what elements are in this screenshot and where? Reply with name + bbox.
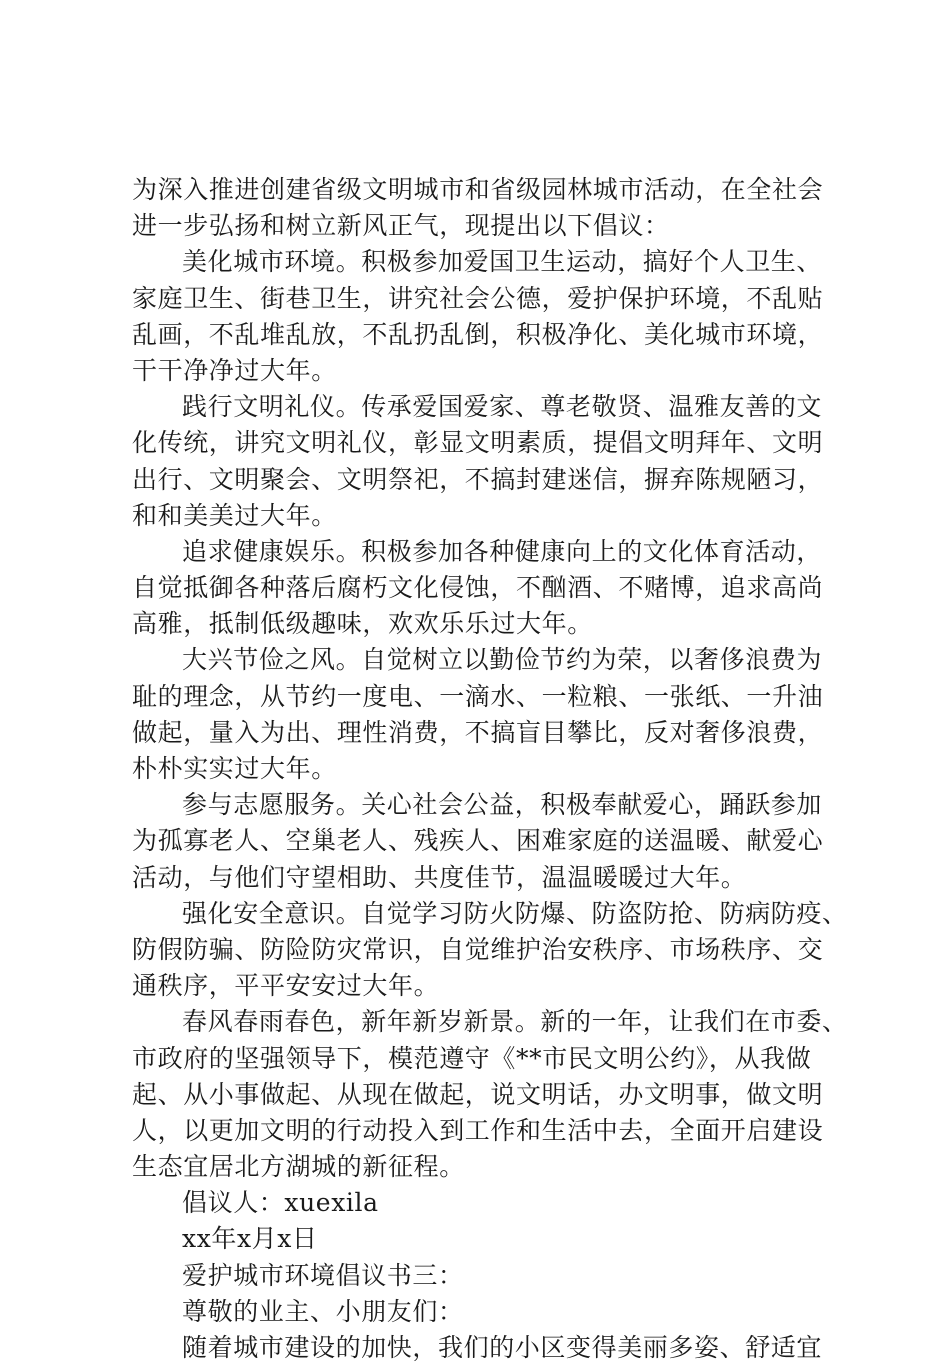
document-line: 活动，与他们守望相助、共度佳节，温温暖暖过大年。: [132, 862, 747, 892]
document-line: 强化安全意识。自觉学习防火防爆、防盗防抢、防病防疫、: [182, 898, 848, 928]
document-line: 乱画，不乱堆乱放，不乱扔乱倒，积极净化、美化城市环境，: [132, 319, 824, 349]
document-line: 通秩序，平平安安过大年。: [132, 971, 440, 1001]
document-line: 尊敬的业主、小朋友们：: [182, 1296, 464, 1326]
document-line: 为深入推进创建省级文明城市和省级园林城市活动，在全社会: [132, 175, 824, 204]
document-line: 出行、文明聚会、文明祭祀，不搞封建迷信，摒弃陈规陋习，: [132, 464, 824, 494]
document-line: 防假防骗、防险防灾常识，自觉维护治安秩序、市场秩序、交: [132, 934, 824, 964]
document-line: 耻的理念，从节约一度电、一滴水、一粒粮、一张纸、一升油: [132, 681, 824, 711]
document-line: 为孤寡老人、空巢老人、残疾人、困难家庭的送温暖、献爱心: [132, 826, 824, 856]
document-line: 生态宜居北方湖城的新征程。: [132, 1152, 465, 1182]
document-line: 做起，量入为出、理性消费，不搞盲目攀比，反对奢侈浪费，: [132, 717, 824, 747]
document-line: 大兴节俭之风。自觉树立以勤俭节约为荣，以奢侈浪费为: [182, 645, 823, 675]
document-line: 进一步弘扬和树立新风正气，现提出以下倡议：: [132, 211, 670, 241]
document-body: [132, 172, 848, 1366]
document-line: 随着城市建设的加快，我们的小区变得美丽多姿、舒适宜: [182, 1333, 823, 1362]
document-line: 和和美美过大年。: [132, 500, 337, 530]
document-line: 参与志愿服务。关心社会公益，积极奉献爱心，踊跃参加: [182, 790, 823, 820]
document-line: 美化城市环境。积极参加爱国卫生运动，搞好个人卫生、: [182, 247, 823, 277]
document-line: 春风春雨春色，新年新岁新景。新的一年，让我们在市委、: [182, 1007, 848, 1037]
document-line: 追求健康娱乐。积极参加各种健康向上的文化体育活动，: [182, 536, 823, 566]
document-line: 家庭卫生、街巷卫生，讲究社会公德，爱护保护环境，不乱贴: [132, 283, 824, 313]
document-line: 自觉抵御各种落后腐朽文化侵蚀，不酗酒、不赌博，追求高尚: [132, 573, 824, 603]
document-line: xx年x月x日: [182, 1224, 318, 1254]
document-line: 市政府的坚强领导下，模范遵守《**市民文明公约》，从我做: [132, 1043, 812, 1073]
document-line: 起、从小事做起、从现在做起，说文明话，办文明事，做文明: [132, 1079, 824, 1109]
document-line: 爱护城市环境倡议书三：: [182, 1260, 464, 1290]
document-line: 人，以更加文明的行动投入到工作和生活中去，全面开启建设: [132, 1115, 824, 1145]
document-line: 朴朴实实过大年。: [132, 754, 337, 783]
document-line: 践行文明礼仪。传承爱国爱家、尊老敬贤、温雅友善的文: [182, 392, 823, 422]
document-line: 高雅，抵制低级趣味，欢欢乐乐过大年。: [132, 609, 593, 639]
document-line: 化传统，讲究文明礼仪，彰显文明素质，提倡文明拜年、文明: [132, 428, 824, 458]
document-line: 倡议人：xuexila: [182, 1188, 379, 1218]
document-line: 干干净净过大年。: [132, 355, 337, 385]
